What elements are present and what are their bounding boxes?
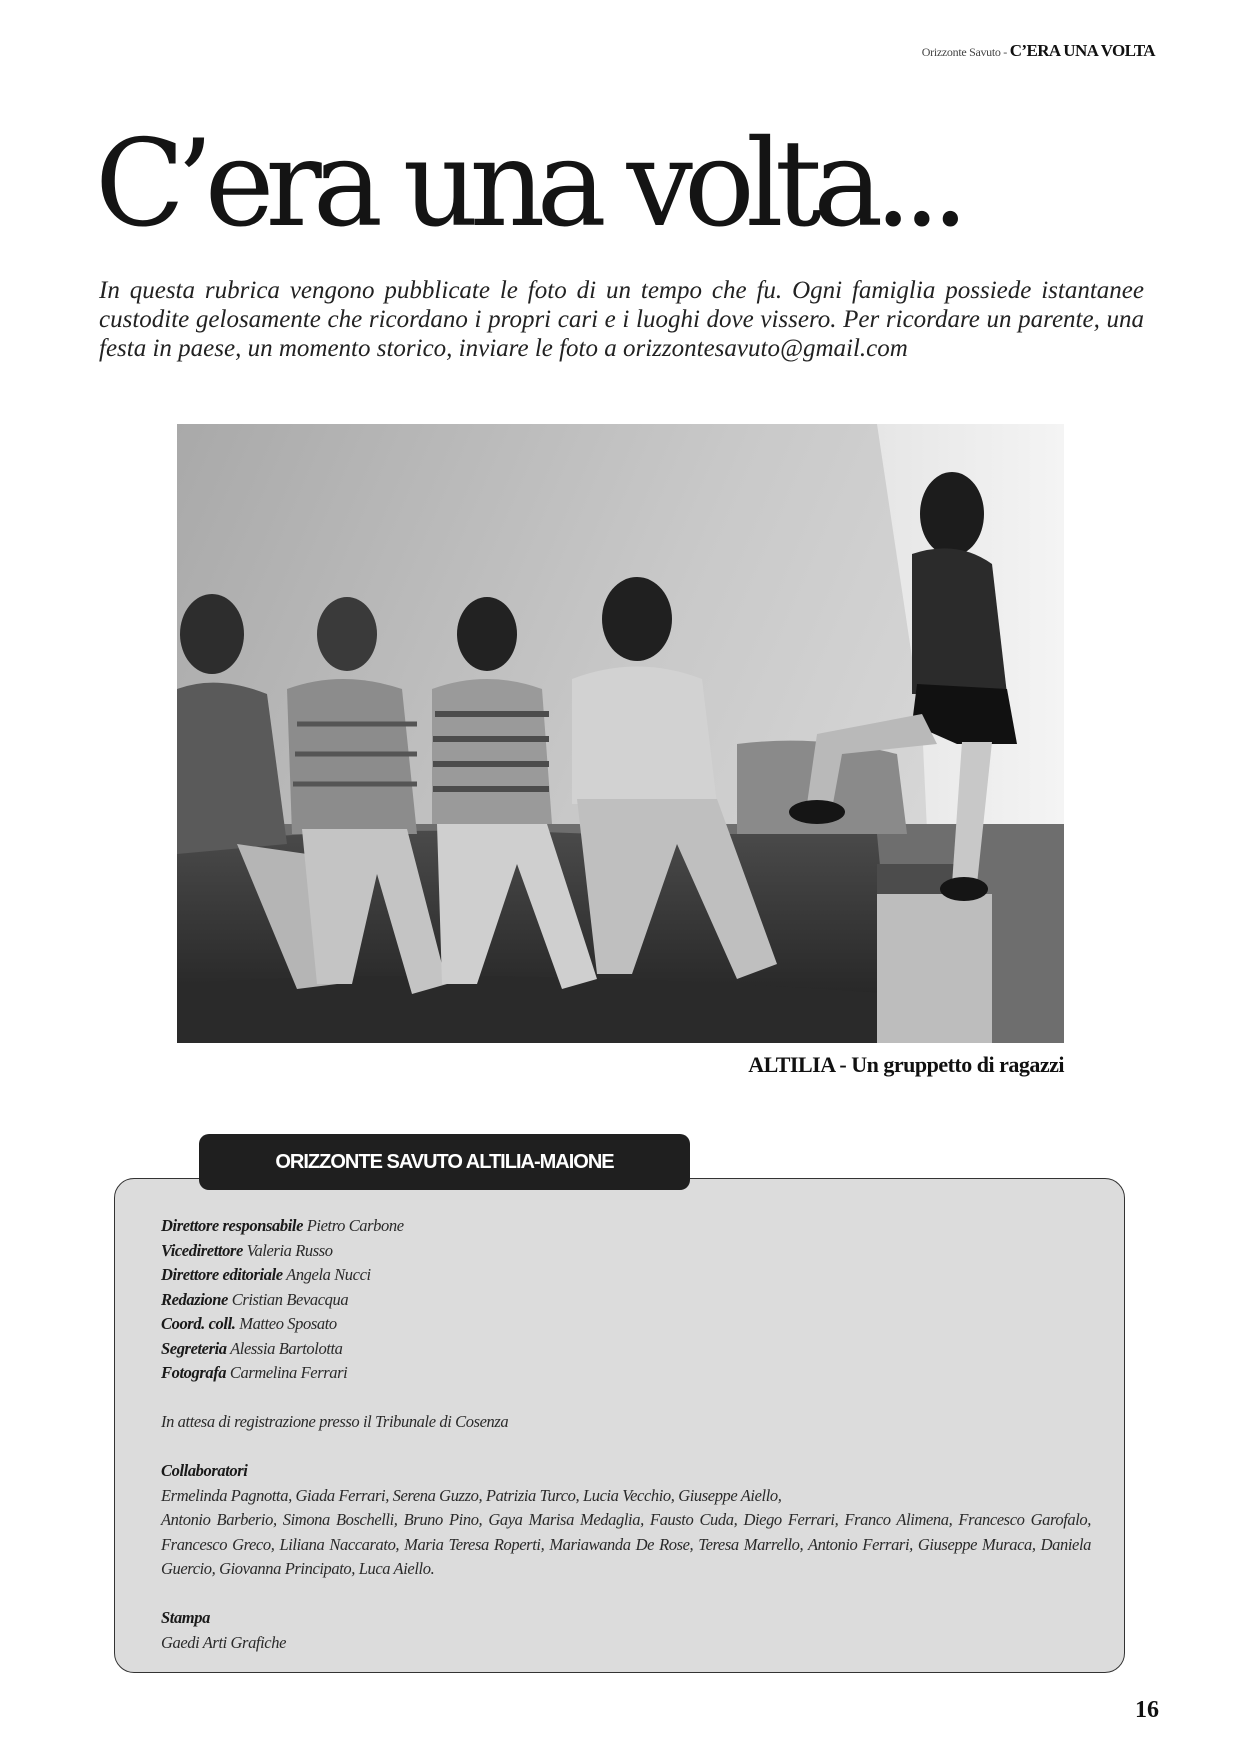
staff-name: Carmelina Ferrari [229, 1363, 348, 1382]
print-heading: Stampa [161, 1608, 210, 1627]
running-head-publication: Orizzonte Savuto - [921, 45, 1010, 59]
collaborators-heading: Collaboratori [161, 1461, 248, 1480]
staff-name: Pietro Carbone [306, 1216, 404, 1235]
vintage-photo [177, 424, 1064, 1043]
staff-name: Alessia Bartolotta [230, 1338, 343, 1358]
collaborators-list: Antonio Barberio, Simona Boschelli, Bruno Pino, Gaya Marisa Medaglia, Fausto Cuda, Diego Ferrari, Franco Alimena, Francesco Garofalo, Francesco Greco, Liliana Naccarato, Maria Teresa Roperti, Mariawanda De Rose, Teresa Marrello, Antonio Ferrari, Giuseppe Muraca, Daniela Guercio, Giovanna Principato, Luca Aiello. [161, 1510, 1091, 1578]
page-number: 16 [1135, 1697, 1159, 1723]
collaborators-line: Ermelinda Pagnotta, Giada Ferrari, Serena Guzzo, Patrizia Turco, Lucia Vecchio, Giuseppe Aiello, [161, 1485, 782, 1505]
printer-name: Gaedi Arti Grafiche [161, 1632, 286, 1652]
staff-role: Coord. coll. [161, 1314, 236, 1333]
staff-credits [161, 1214, 1091, 1655]
staff-row [161, 1263, 1091, 1288]
staff-name: Matteo Sposato [239, 1314, 337, 1333]
running-head-section: C’ERA UNA VOLTA [1009, 41, 1155, 60]
staff-name: Valeria Russo [246, 1240, 333, 1260]
staff-role: Segreteria [161, 1338, 227, 1358]
staff-row [161, 1288, 1091, 1313]
intro-paragraph: In questa rubrica vengono pubblicate le foto di un tempo che fu. Ogni famiglia possiede istantanee custodite gelosamente che ricordano i propri cari e i luoghi dove vissero. Per ricordare un parente, una festa in paese, un momento storico, inviare le foto a orizzontesavuto@gmail.com [99, 277, 1144, 362]
staff-row [161, 1214, 1091, 1239]
staff-role: Vicedirettore [161, 1240, 243, 1260]
photo-caption: ALTILIA - Un gruppetto di ragazzi [748, 1052, 1064, 1077]
staff-row [161, 1361, 1091, 1386]
masthead-title: ORIZZONTE SAVUTO ALTILIA-MAIONE [199, 1134, 690, 1190]
staff-name: Cristian Bevacqua [231, 1289, 349, 1309]
staff-role: Fotografa [161, 1363, 227, 1382]
staff-name: Angela Nucci [286, 1265, 371, 1284]
registration-note: In attesa di registrazione presso il Tribunale di Cosenza [161, 1412, 509, 1431]
staff-row [161, 1312, 1091, 1337]
running-head [922, 41, 1155, 61]
page-title: C’era una volta... [95, 115, 961, 254]
staff-role: Direttore responsabile [161, 1216, 303, 1235]
staff-row [161, 1239, 1091, 1264]
staff-role: Redazione [161, 1289, 228, 1309]
staff-role: Direttore editoriale [161, 1265, 283, 1284]
staff-row [161, 1337, 1091, 1362]
